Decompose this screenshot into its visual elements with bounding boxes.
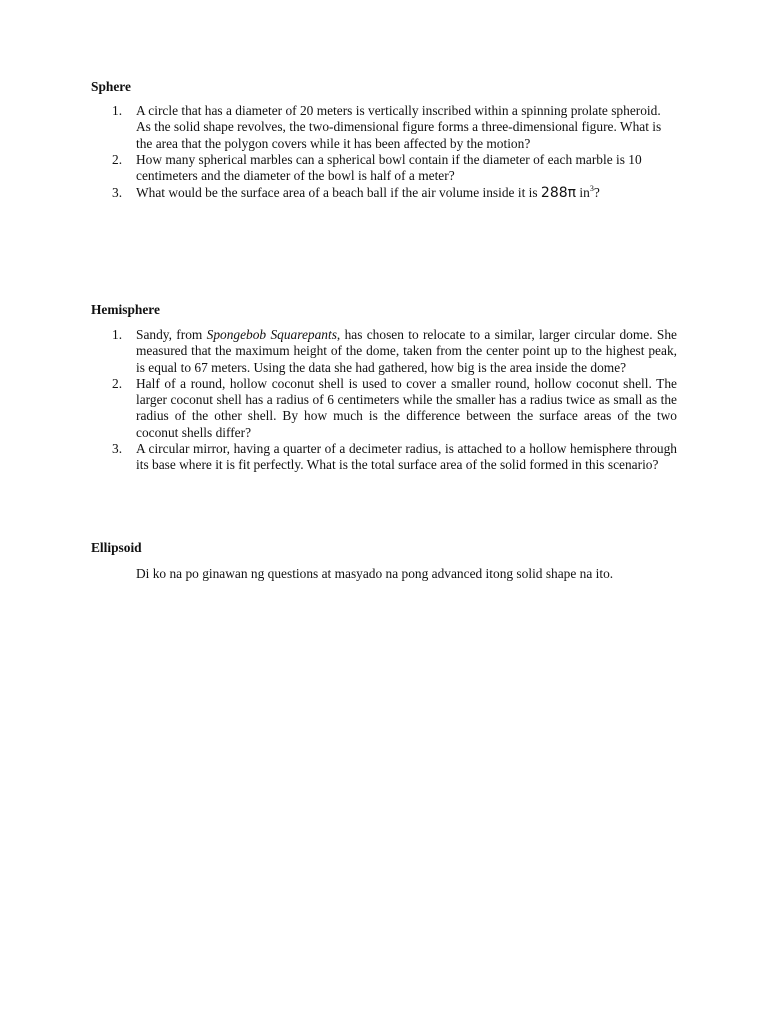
unit-text: in (576, 185, 590, 201)
hemisphere-question-2 (112, 376, 677, 441)
question-number: 2. (112, 151, 123, 167)
sphere-question-list (112, 103, 677, 202)
sphere-heading: Sphere (91, 79, 131, 94)
hemisphere-question-1 (112, 327, 677, 376)
question-text: A circle that has a diameter of 20 meters is vertically inscribed within a spinning prolate spheroid. As the solid shape revolves, the two-dimensional figure forms a three-dimensional figure. What is the area that the polygon covers while it has been affected by the motion? (136, 103, 662, 151)
sphere-question-1 (112, 103, 677, 152)
sphere-question-2 (112, 152, 677, 185)
superscript-exponent: 3 (589, 184, 594, 194)
ellipsoid-heading: Ellipsoid (91, 540, 142, 555)
question-number: 3. (112, 441, 123, 457)
math-expression: 288π (540, 185, 577, 202)
italic-title: Spongebob Squarepants (206, 327, 337, 342)
question-text: Sandy, from (136, 327, 207, 342)
question-text: How many spherical marbles can a spherical bowl contain if the diameter of each marble is 10 centimeters and the diameter of the bowl is half of a meter? (136, 151, 642, 184)
question-number: 2. (112, 375, 123, 391)
hemisphere-question-list (112, 327, 677, 474)
question-text: Half of a round, hollow coconut shell is used to cover a smaller round, hollow coconut shell. The larger coconut shell has a radius of 6 centimeters while the smaller has a radius twice as small as the radius of the other shell. By how much is the difference between the surface areas of the two coconut shells differ? (136, 375, 677, 440)
question-number: 1. (112, 103, 123, 118)
question-text-cont: , has chosen to relocate to a similar, larger circular dome. She measured that the maximum height of the dome, taken from the center point up to the highest peak, is equal to 67 meters. Using the data she had gathered, how big is the area inside the dome? (136, 327, 677, 375)
sphere-question-3 (112, 185, 677, 201)
hemisphere-heading: Hemisphere (91, 302, 160, 317)
question-text: What would be the surface area of a beach ball if the air volume inside it is (136, 185, 541, 201)
question-end: ? (593, 185, 600, 201)
question-text: A circular mirror, having a quarter of a decimeter radius, is attached to a hollow hemisphere through its base where it is fit perfectly. What is the total surface area of the solid formed in this scenario? (136, 441, 677, 473)
hemisphere-question-3 (112, 441, 677, 474)
question-number: 3. (112, 185, 123, 201)
question-number: 1. (112, 327, 123, 342)
ellipsoid-note: Di ko na po ginawan ng questions at masyado na pong advanced itong solid shape na ito. (136, 566, 614, 581)
